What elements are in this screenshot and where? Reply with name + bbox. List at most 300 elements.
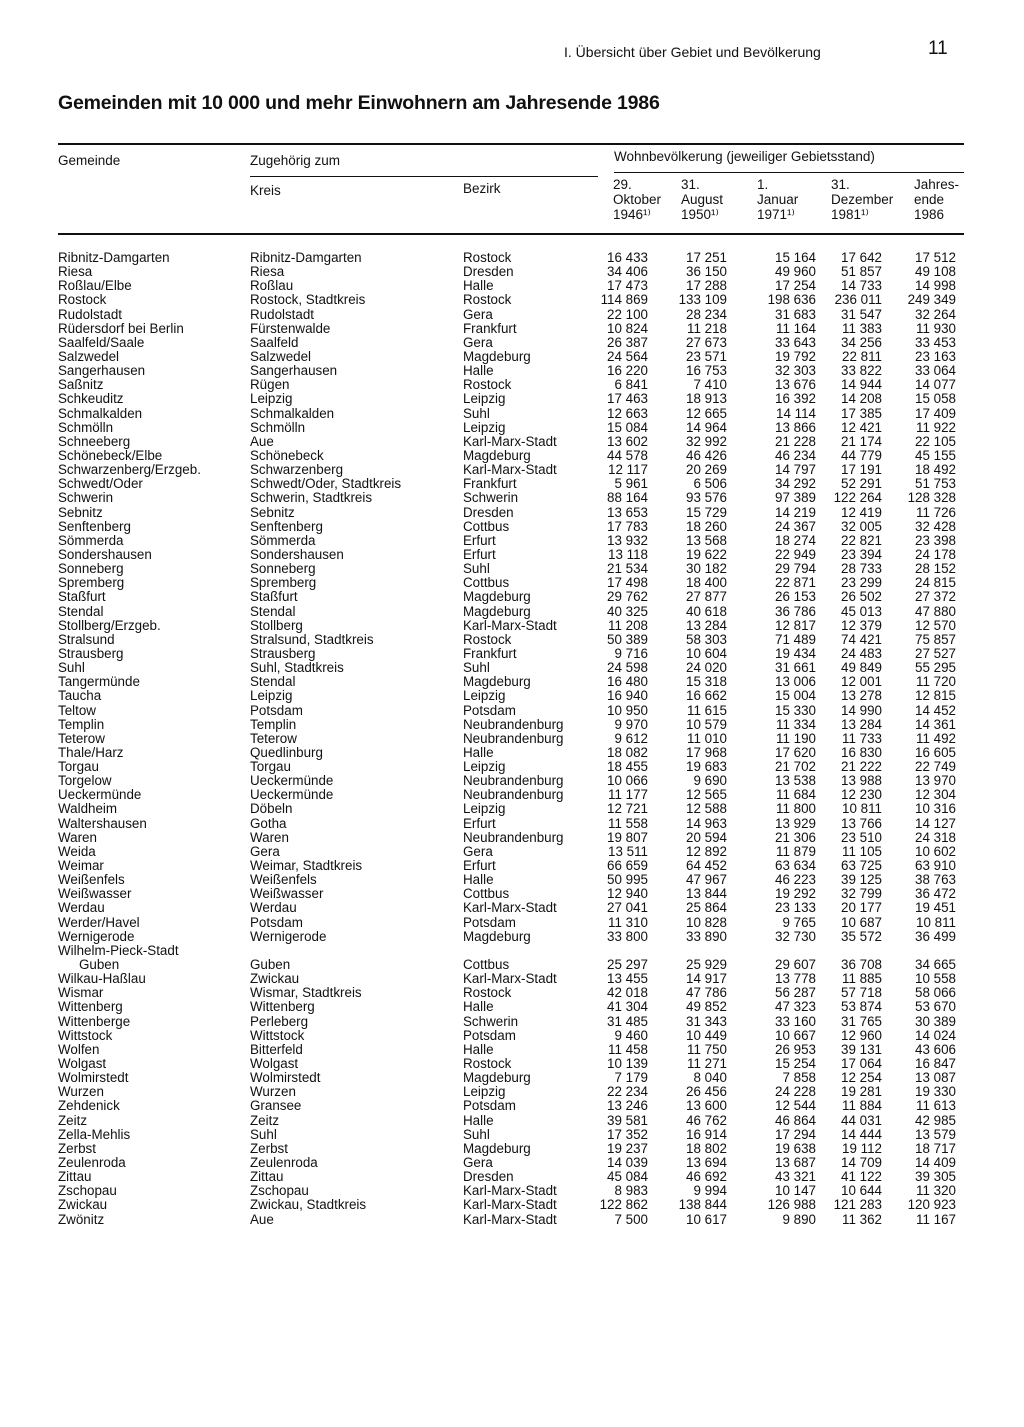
cell-value: 32 799 [841, 886, 882, 902]
cell-value: 10 449 [686, 1027, 727, 1043]
cell-gemeinde: Roßlau/Elbe [58, 278, 132, 294]
table-row [0, 1142, 1024, 1156]
cell-value: 9 890 [782, 1211, 816, 1227]
cell-bezirk: Erfurt [463, 546, 496, 562]
cell-value: 16 433 [607, 250, 648, 265]
cell-kreis: Wurzen [250, 1084, 296, 1100]
cell-bezirk: Karl-Marx-Stadt [463, 971, 557, 987]
cell-value: 15 004 [775, 688, 816, 704]
cell-value: 138 844 [678, 1197, 727, 1213]
cell-bezirk: Karl-Marx-Stadt [463, 1197, 557, 1213]
cell-value: 11 879 [776, 843, 816, 859]
cell-value: 33 160 [775, 1013, 816, 1029]
table-row [0, 972, 1024, 986]
cell-gemeinde: Strausberg [58, 645, 124, 661]
cell-value: 19 330 [915, 1084, 956, 1100]
cell-value: 17 294 [775, 1126, 816, 1142]
header-rule-zugehoerig [250, 176, 598, 177]
cell-value: 122 862 [599, 1197, 648, 1213]
cell-value: 13 006 [775, 674, 816, 690]
cell-value: 18 274 [775, 532, 816, 548]
table-row [0, 279, 1024, 293]
cell-bezirk: Suhl [463, 561, 490, 577]
cell-value: 17 463 [607, 391, 648, 407]
cell-value: 24 367 [775, 518, 816, 534]
cell-value: 11 271 [687, 1056, 727, 1072]
cell-value: 12 663 [607, 405, 648, 421]
cell-value: 23 133 [775, 900, 816, 916]
cell-gemeinde: Wittenberg [58, 999, 123, 1015]
cell-value: 19 112 [842, 1140, 882, 1156]
cell-value: 12 892 [686, 843, 727, 859]
cell-value: 16 605 [915, 744, 956, 760]
cell-value: 40 618 [686, 603, 727, 619]
cell-kreis: Weißenfels [250, 872, 317, 888]
cell-kreis: Torgau [250, 759, 291, 775]
cell-bezirk: Halle [463, 278, 494, 294]
cell-value: 56 287 [775, 985, 816, 1001]
cell-value: 198 636 [767, 292, 816, 308]
table-row [0, 407, 1024, 421]
cell-value: 41 304 [607, 999, 648, 1015]
cell-value: 11 167 [916, 1211, 956, 1227]
cell-value: 24 598 [607, 660, 648, 676]
cell-kreis: Ribnitz-Damgarten [250, 250, 362, 265]
cell-kreis: Saalfeld [250, 334, 299, 350]
cell-value: 33 453 [915, 334, 956, 350]
cell-gemeinde: Schmölln [58, 419, 114, 435]
cell-gemeinde: Thale/Harz [58, 744, 124, 760]
cell-value: 46 426 [686, 447, 727, 463]
cell-bezirk: Suhl [463, 660, 490, 676]
cell-value: 43 321 [775, 1169, 816, 1185]
cell-gemeinde: Wittenberge [58, 1013, 131, 1029]
cell-value: 13 929 [775, 815, 816, 831]
cell-kreis: Fürstenwalde [250, 320, 331, 336]
cell-value: 120 923 [907, 1197, 956, 1213]
cell-value: 41 122 [841, 1169, 882, 1185]
cell-value: 11 750 [687, 1041, 727, 1057]
cell-value: 16 662 [686, 688, 727, 704]
cell-value: 12 817 [775, 617, 816, 633]
cell-value: 24 564 [607, 348, 648, 364]
cell-value: 27 877 [686, 589, 727, 605]
table-row [0, 1071, 1024, 1085]
cell-value: 24 483 [841, 645, 882, 661]
cell-kreis: Salzwedel [250, 348, 312, 364]
cell-value: 40 325 [607, 603, 648, 619]
cell-value: 13 579 [915, 1126, 956, 1142]
cell-value: 12 570 [915, 617, 956, 633]
cell-value: 15 254 [775, 1056, 816, 1072]
cell-kreis: Aue [250, 433, 274, 449]
table-row [0, 1043, 1024, 1057]
cell-bezirk: Potsdam [463, 702, 516, 718]
cell-value: 10 667 [775, 1027, 816, 1043]
cell-value: 19 237 [607, 1140, 648, 1156]
cell-gemeinde: Sebnitz [58, 504, 103, 520]
cell-gemeinde: Waren [58, 829, 97, 845]
cell-gemeinde: Zwickau [58, 1197, 108, 1213]
cell-value: 17 498 [607, 575, 648, 591]
cell-value: 13 087 [915, 1070, 956, 1086]
cell-gemeinde: Torgelow [58, 773, 112, 789]
cell-kreis: Zschopau [250, 1183, 309, 1199]
header-date-1946: 29. Oktober 1946¹⁾ [613, 177, 662, 222]
cell-value: 57 718 [841, 985, 882, 1001]
cell-value: 23 571 [686, 348, 727, 364]
cell-value: 10 644 [841, 1183, 882, 1199]
cell-value: 12 565 [686, 787, 727, 803]
cell-value: 10 316 [915, 801, 956, 817]
cell-bezirk: Erfurt [463, 858, 496, 874]
cell-kreis: Zeulenroda [250, 1155, 318, 1170]
cell-bezirk: Leipzig [463, 801, 506, 817]
cell-gemeinde: Weida [58, 843, 96, 859]
cell-kreis: Weißwasser [250, 886, 324, 902]
table-row [0, 1184, 1024, 1198]
cell-value: 13 694 [686, 1155, 727, 1170]
cell-value: 97 389 [775, 490, 816, 506]
cell-value: 15 318 [686, 674, 727, 690]
cell-gemeinde: Weimar [58, 858, 104, 874]
cell-value: 14 361 [915, 716, 956, 732]
cell-value: 133 109 [678, 292, 727, 308]
cell-value: 23 394 [841, 546, 882, 562]
cell-kreis: Stendal [250, 603, 296, 619]
cell-value: 30 182 [686, 561, 727, 577]
cell-value: 13 278 [841, 688, 882, 704]
cell-gemeinde: Schmalkalden [58, 405, 143, 421]
cell-gemeinde: Zeitz [58, 1112, 88, 1128]
cell-value: 29 794 [775, 561, 816, 577]
cell-value: 50 995 [607, 872, 648, 888]
cell-gemeinde: Schneeberg [58, 433, 131, 449]
cell-value: 22 749 [915, 759, 956, 775]
cell-value: 29 762 [607, 589, 648, 605]
cell-value: 39 131 [841, 1041, 882, 1057]
cell-value: 19 451 [915, 900, 956, 916]
cell-value: 14 998 [915, 278, 956, 294]
cell-value: 75 857 [915, 631, 956, 647]
cell-bezirk: Leipzig [463, 759, 506, 775]
cell-gemeinde: Schwarzenberg/Erzgeb. [58, 462, 201, 478]
cell-bezirk: Potsdam [463, 1027, 516, 1043]
cell-value: 11 458 [608, 1041, 648, 1057]
cell-value: 17 642 [841, 250, 882, 265]
cell-kreis: Sondershausen [250, 546, 344, 562]
table-row [0, 944, 1024, 958]
running-head: I. Übersicht über Gebiet und Bevölkerung [564, 44, 821, 60]
cell-value: 32 730 [775, 928, 816, 944]
cell-value: 25 297 [607, 957, 648, 973]
cell-value: 21 534 [607, 561, 648, 577]
table-row [0, 293, 1024, 307]
cell-gemeinde: Schwedt/Oder [58, 476, 143, 492]
table-row [0, 562, 1024, 576]
table-row [0, 491, 1024, 505]
table-row [0, 1156, 1024, 1170]
cell-value: 11 930 [916, 320, 956, 336]
cell-value: 17 251 [686, 250, 727, 265]
cell-value: 15 058 [915, 391, 956, 407]
cell-kreis: Strausberg [250, 645, 316, 661]
cell-value: 11 164 [776, 320, 816, 336]
cell-kreis: Gransee [250, 1098, 302, 1114]
cell-value: 11 613 [916, 1098, 956, 1114]
cell-gemeinde: Zehdenick [58, 1098, 120, 1114]
cell-gemeinde: Sondershausen [58, 546, 152, 562]
cell-value: 7 500 [614, 1211, 648, 1227]
cell-value: 32 428 [915, 518, 956, 534]
cell-value: 10 579 [686, 716, 727, 732]
cell-value: 11 922 [916, 419, 956, 435]
cell-value: 13 602 [607, 433, 648, 449]
cell-gemeinde: Stralsund [58, 631, 115, 647]
cell-value: 14 964 [686, 419, 727, 435]
cell-value: 14 409 [915, 1155, 956, 1170]
cell-value: 15 164 [775, 250, 816, 265]
table-row [0, 265, 1024, 279]
cell-value: 12 379 [841, 617, 882, 633]
cell-value: 25 864 [686, 900, 727, 916]
cell-value: 11 208 [608, 617, 648, 633]
cell-gemeinde: Waldheim [58, 801, 118, 817]
cell-value: 39 305 [915, 1169, 956, 1185]
cell-value: 18 802 [686, 1140, 727, 1156]
cell-bezirk: Karl-Marx-Stadt [463, 1211, 557, 1227]
cell-value: 25 929 [686, 957, 727, 973]
table-row [0, 520, 1024, 534]
cell-value: 10 558 [915, 971, 956, 987]
cell-bezirk: Dresden [463, 504, 514, 520]
cell-value: 64 452 [686, 858, 727, 874]
cell-value: 10 811 [842, 801, 882, 817]
cell-value: 14 077 [915, 377, 956, 393]
cell-value: 33 822 [841, 363, 882, 379]
table-row [0, 506, 1024, 520]
cell-kreis: Wolmirstedt [250, 1070, 321, 1086]
cell-value: 14 444 [841, 1126, 882, 1142]
cell-bezirk: Dresden [463, 1169, 514, 1185]
cell-gemeinde: Spremberg [58, 575, 125, 591]
cell-value: 13 687 [775, 1155, 816, 1170]
cell-gemeinde: Zella-Mehlis [58, 1126, 131, 1142]
cell-value: 16 392 [775, 391, 816, 407]
cell-value: 19 807 [607, 829, 648, 845]
cell-kreis: Wernigerode [250, 928, 327, 944]
cell-value: 14 024 [915, 1027, 956, 1043]
cell-kreis: Gera [250, 843, 280, 859]
table-row [0, 718, 1024, 732]
cell-value: 45 155 [915, 447, 956, 463]
cell-kreis: Aue [250, 1211, 274, 1227]
cell-kreis: Potsdam [250, 702, 303, 718]
cell-kreis: Wolgast [250, 1056, 299, 1072]
cell-gemeinde: Schkeuditz [58, 391, 124, 407]
cell-kreis: Perleberg [250, 1013, 309, 1029]
table-row [0, 746, 1024, 760]
cell-value: 32 264 [915, 306, 956, 322]
cell-bezirk: Leipzig [463, 1084, 506, 1100]
cell-kreis: Sonneberg [250, 561, 316, 577]
cell-gemeinde: Rostock [58, 292, 107, 308]
cell-bezirk: Karl-Marx-Stadt [463, 1183, 557, 1199]
table-row [0, 831, 1024, 845]
cell-bezirk: Frankfurt [463, 645, 517, 661]
cell-kreis: Weimar, Stadtkreis [250, 858, 363, 874]
cell-value: 14 917 [686, 971, 727, 987]
cell-gemeinde: Staßfurt [58, 589, 106, 605]
cell-gemeinde: Wismar [58, 985, 104, 1001]
cell-value: 10 811 [916, 914, 956, 930]
cell-value: 51 857 [841, 264, 882, 280]
cell-kreis: Sebnitz [250, 504, 295, 520]
cell-value: 11 010 [687, 730, 727, 746]
cell-bezirk: Halle [463, 1041, 494, 1057]
cell-gemeinde: Wernigerode [58, 928, 135, 944]
cell-value: 126 988 [767, 1197, 816, 1213]
cell-value: 44 779 [841, 447, 882, 463]
cell-value: 33 064 [915, 363, 956, 379]
cell-kreis: Wismar, Stadtkreis [250, 985, 362, 1001]
cell-kreis: Zwickau, Stadtkreis [250, 1197, 367, 1213]
cell-value: 14 733 [841, 278, 882, 294]
header-date-1971: 1. Januar 1971¹⁾ [757, 177, 799, 222]
cell-value: 21 228 [775, 433, 816, 449]
table-row [0, 477, 1024, 491]
cell-bezirk: Gera [463, 843, 493, 859]
cell-value: 12 815 [915, 688, 956, 704]
cell-value: 44 578 [607, 447, 648, 463]
table-row [0, 534, 1024, 548]
cell-gemeinde: Riesa [58, 264, 93, 280]
cell-value: 128 328 [907, 490, 956, 506]
cell-value: 13 988 [841, 773, 882, 789]
cell-value: 11 558 [608, 815, 648, 831]
cell-gemeinde: Werder/Havel [58, 914, 140, 930]
cell-bezirk: Gera [463, 306, 493, 322]
cell-value: 21 222 [841, 759, 882, 775]
cell-value: 10 066 [607, 773, 648, 789]
table-row [0, 774, 1024, 788]
cell-value: 32 303 [775, 363, 816, 379]
cell-value: 12 421 [841, 419, 882, 435]
cell-bezirk: Rostock [463, 985, 512, 1001]
cell-value: 63 725 [841, 858, 882, 874]
cell-bezirk: Magdeburg [463, 348, 531, 364]
cell-gemeinde: Salzwedel [58, 348, 120, 364]
cell-bezirk: Rostock [463, 631, 512, 647]
cell-kreis: Wittstock [250, 1027, 305, 1043]
cell-bezirk: Rostock [463, 250, 512, 265]
cell-bezirk: Karl-Marx-Stadt [463, 617, 557, 633]
cell-gemeinde: Zschopau [58, 1183, 117, 1199]
cell-value: 5 961 [614, 476, 648, 492]
table-row [0, 548, 1024, 562]
cell-bezirk: Frankfurt [463, 320, 517, 336]
cell-bezirk: Gera [463, 334, 493, 350]
cell-value: 14 797 [775, 462, 816, 478]
cell-kreis: Quedlinburg [250, 744, 323, 760]
cell-kreis: Werdau [250, 900, 297, 916]
cell-value: 18 082 [607, 744, 648, 760]
cell-value: 12 940 [607, 886, 648, 902]
cell-gemeinde: Sömmerda [58, 532, 124, 548]
cell-kreis: Leipzig [250, 391, 293, 407]
table-top-rule [58, 143, 964, 145]
cell-bezirk: Karl-Marx-Stadt [463, 462, 557, 478]
cell-value: 26 456 [686, 1084, 727, 1100]
cell-bezirk: Cottbus [463, 575, 510, 591]
cell-kreis: Guben [250, 957, 291, 973]
cell-value: 45 084 [607, 1169, 648, 1185]
cell-value: 58 066 [915, 985, 956, 1001]
cell-value: 11 190 [776, 730, 816, 746]
cell-value: 17 191 [841, 462, 882, 478]
cell-bezirk: Rostock [463, 292, 512, 308]
cell-value: 18 260 [686, 518, 727, 534]
cell-bezirk: Schwerin [463, 490, 519, 506]
header-date-1986: Jahres- ende 1986 [914, 177, 960, 222]
cell-value: 32 005 [841, 518, 882, 534]
cell-bezirk: Magdeburg [463, 1140, 531, 1156]
cell-value: 34 406 [607, 264, 648, 280]
table-row [0, 1057, 1024, 1071]
table-row [0, 463, 1024, 477]
table-row [0, 350, 1024, 364]
cell-kreis: Teterow [250, 730, 297, 746]
cell-gemeinde: Waltershausen [58, 815, 147, 831]
cell-value: 45 013 [841, 603, 882, 619]
cell-gemeinde: Wurzen [58, 1084, 104, 1100]
cell-value: 28 152 [915, 561, 956, 577]
cell-kreis: Schwedt/Oder, Stadtkreis [250, 476, 402, 492]
cell-value: 23 299 [841, 575, 882, 591]
cell-value: 46 762 [686, 1112, 727, 1128]
cell-value: 47 880 [915, 603, 956, 619]
cell-bezirk: Neubrandenburg [463, 716, 564, 732]
cell-kreis: Sömmerda [250, 532, 316, 548]
cell-kreis: Rudolstadt [250, 306, 315, 322]
cell-value: 24 318 [915, 829, 956, 845]
cell-value: 11 310 [608, 914, 648, 930]
cell-gemeinde: Wolgast [58, 1056, 107, 1072]
cell-bezirk: Halle [463, 363, 494, 379]
cell-value: 11 885 [842, 971, 882, 987]
cell-value: 23 398 [915, 532, 956, 548]
table-row [0, 845, 1024, 859]
table-row [0, 817, 1024, 831]
cell-value: 11 383 [842, 320, 882, 336]
cell-value: 17 968 [686, 744, 727, 760]
cell-value: 14 452 [915, 702, 956, 718]
table-row [0, 1198, 1024, 1212]
cell-gemeinde: Sangerhausen [58, 363, 146, 379]
cell-value: 14 127 [915, 815, 956, 831]
page-title: Gemeinden mit 10 000 und mehr Einwohnern am Jahresende 1986 [58, 92, 660, 114]
cell-value: 15 729 [686, 504, 727, 520]
cell-value: 249 349 [907, 292, 956, 308]
cell-value: 236 011 [834, 292, 882, 308]
table-row [0, 930, 1024, 944]
cell-kreis: Roßlau [250, 278, 294, 294]
cell-value: 7 858 [782, 1070, 816, 1086]
cell-bezirk: Rostock [463, 1056, 512, 1072]
cell-value: 12 960 [841, 1027, 882, 1043]
header-bezirk: Bezirk [463, 181, 501, 196]
cell-value: 20 594 [686, 829, 727, 845]
